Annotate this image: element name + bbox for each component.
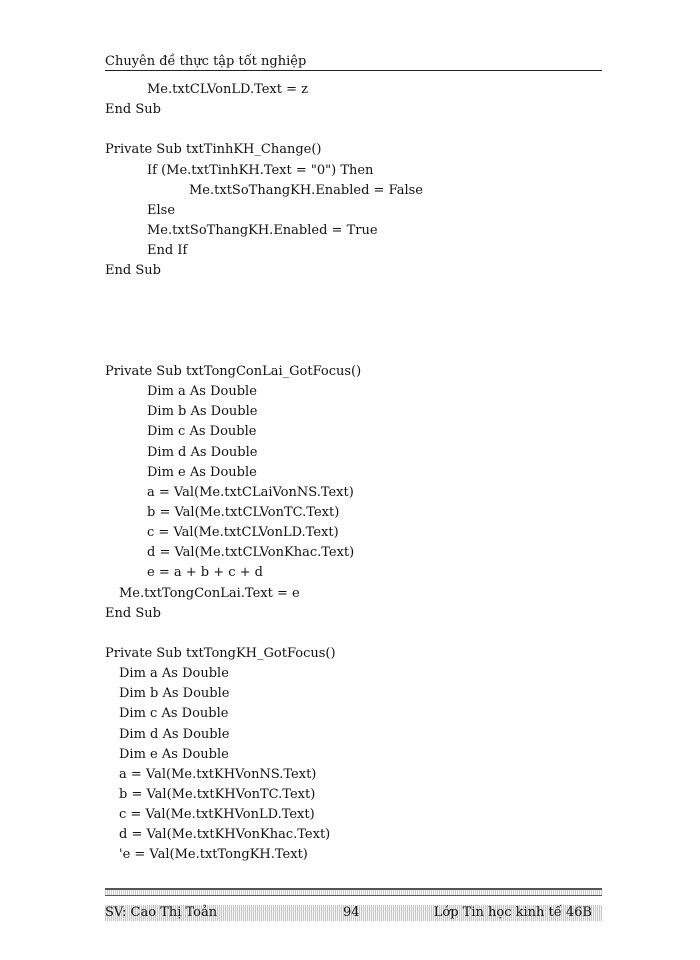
code-line: Private Sub txtTinhKH_Change(): [105, 142, 322, 158]
code-line: a = Val(Me.txtKHVonNS.Text): [119, 766, 317, 782]
code-line: 'e = Val(Me.txtTongKH.Text): [119, 847, 308, 863]
code-line: Dim d As Double: [119, 726, 230, 742]
footer-page-number: 94: [343, 905, 360, 920]
code-line: Me.txtTongConLai.Text = e: [119, 585, 300, 601]
code-line: Dim c As Double: [119, 706, 229, 722]
code-line: Dim a As Double: [119, 666, 229, 682]
code-line: Dim a As Double: [147, 384, 257, 400]
code-line: c = Val(Me.txtKHVonLD.Text): [119, 807, 315, 823]
code-line: Me.txtCLVonLD.Text = z: [147, 82, 308, 97]
code-line: [105, 281, 605, 301]
code-line: Dim e As Double: [147, 464, 257, 480]
code-line: [105, 624, 605, 644]
footer-student: SV: Cao Thị Toản: [105, 905, 218, 920]
code-line: If (Me.txtTinhKH.Text = "0") Then: [147, 162, 374, 178]
header-title: Chuyên đề thực tập tốt nghiệp: [105, 54, 307, 69]
code-line: [105, 302, 605, 322]
code-line: [105, 342, 605, 362]
code-line: c = Val(Me.txtCLVonLD.Text): [147, 525, 339, 541]
code-line: Me.txtSoThangKH.Enabled = True: [147, 222, 378, 238]
code-line: b = Val(Me.txtCLVonTC.Text): [147, 504, 340, 520]
code-line: Private Sub txtTongKH_GotFocus(): [105, 645, 336, 661]
page-footer: [105, 905, 602, 921]
code-listing: [105, 80, 605, 865]
code-line: b = Val(Me.txtKHVonTC.Text): [119, 786, 316, 802]
code-line: d = Val(Me.txtKHVonKhac.Text): [119, 827, 331, 843]
code-line: End Sub: [105, 102, 161, 118]
code-line: End Sub: [105, 605, 161, 621]
code-line: Dim d As Double: [147, 444, 258, 460]
code-line: [105, 322, 605, 342]
code-line: Else: [147, 202, 176, 218]
code-line: [105, 120, 605, 140]
footer-class-name: Lớp Tin học kinh tế 46B: [433, 905, 592, 920]
code-line: Me.txtSoThangKH.Enabled = False: [189, 182, 423, 198]
page-header: [105, 55, 602, 71]
code-line: Private Sub txtTongConLai_GotFocus(): [105, 363, 362, 379]
code-line: d = Val(Me.txtCLVonKhac.Text): [147, 545, 355, 561]
code-line: e = a + b + c + d: [147, 565, 263, 581]
code-line: End Sub: [105, 263, 161, 279]
code-line: Dim b As Double: [119, 686, 230, 702]
footer-rule: [105, 888, 602, 896]
code-line: Dim e As Double: [119, 746, 229, 762]
code-line: End If: [147, 243, 188, 259]
code-line: Dim b As Double: [147, 404, 258, 420]
code-line: Dim c As Double: [147, 424, 257, 440]
code-line: a = Val(Me.txtCLaiVonNS.Text): [147, 484, 354, 500]
